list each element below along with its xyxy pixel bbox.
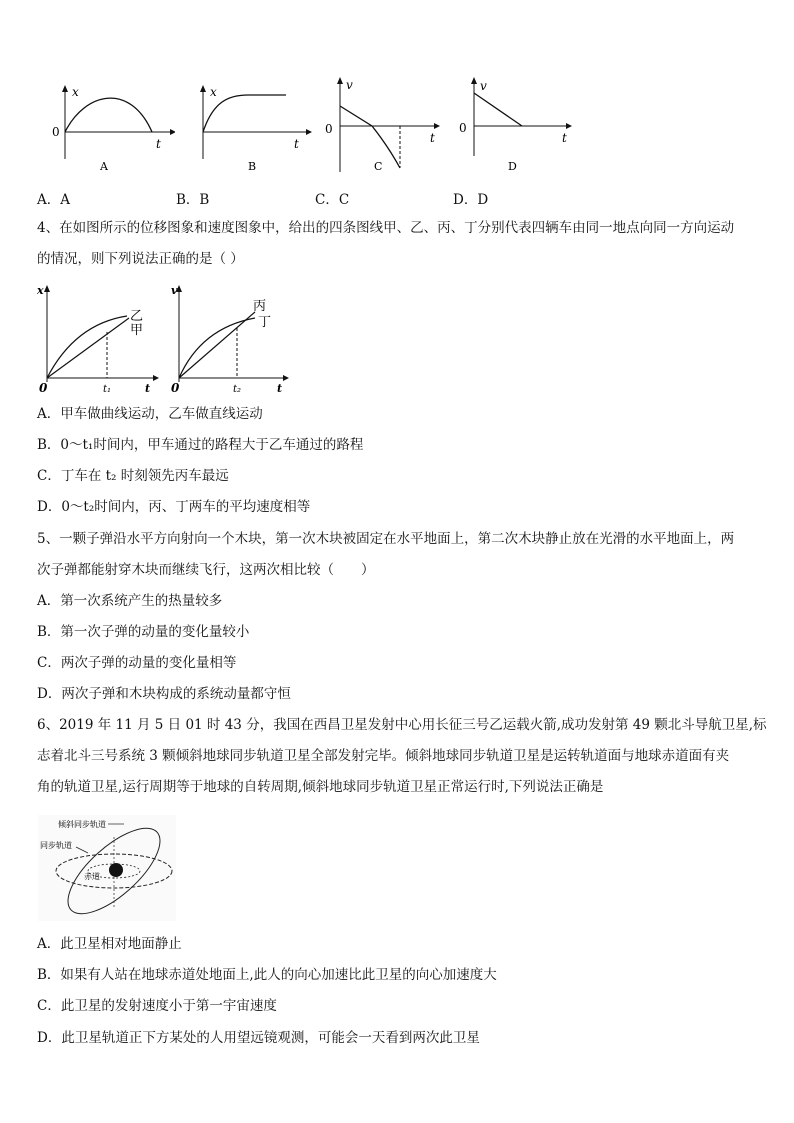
q3-graph-c-origin: 0 (325, 122, 333, 136)
q4-graph1-origin: 0 (39, 381, 48, 394)
q5-stem-line1: 5、一颗子弹沿水平方向射向一个木块，第一次木块被固定在水平地面上，第二次木块静止放在光滑的水平地面上，两 (37, 531, 735, 547)
q3-graph-a (50, 84, 175, 174)
q3-graph-c-yaxis: v (346, 78, 353, 92)
q3-graph-b-yaxis: x (210, 85, 217, 99)
q3-graph-a-label: A (100, 160, 108, 173)
q4-option-a: A．甲车做曲线运动，乙车做直线运动 (37, 406, 263, 422)
q3-graph-a-xaxis: t (156, 137, 161, 151)
q4-graph2-label-ding: 丁 (258, 315, 272, 330)
q6-option-b: B．如果有人站在地球赤道处地面上,此人的向心加速比此卫星的向心加速度大 (37, 967, 497, 983)
q3-graph-d-xaxis: t (562, 131, 567, 145)
q3-option-d: D．D (453, 192, 489, 208)
q4-option-d: D．0～t₂时间内，丙、丁两车的平均速度相等 (37, 499, 311, 515)
q4-option-b: B．0～t₁时间内，甲车通过的路程大于乙车通过的路程 (37, 437, 364, 453)
q3-graph-b-label: B (248, 160, 257, 173)
q6-stem-line1: 6、2019 年 11 月 5 日 01 时 43 分，我国在西昌卫星发射中心用长征三号乙运载火箭,成功发射第 49 颗北斗导航卫星,标 (37, 717, 767, 733)
q3-graph-d-yaxis: v (480, 79, 487, 93)
q4-graph2-origin: 0 (171, 381, 180, 394)
q6-label-equator: 赤道 (84, 872, 100, 881)
q3-option-c: C．C (315, 192, 350, 208)
q3-graph-c-label: C (374, 160, 383, 173)
q6-label-sync-orbit: 同步轨道 (40, 841, 72, 850)
q5-option-d: D．两次子弹和木块构成的系统动量都守恒 (37, 686, 291, 702)
q3-graph-a-origin: 0 (52, 125, 60, 139)
q4-graph2-tick: t₂ (233, 384, 242, 394)
q4-graph2-label-bing: 丙 (253, 299, 267, 314)
q3-graph-d-origin: 0 (459, 121, 467, 135)
q3-graph-d-label: D (508, 160, 517, 173)
q5-option-b: B．第一次子弹的动量的变化量较小 (37, 624, 250, 640)
q3-option-a: A．A (37, 192, 70, 208)
q3-graph-b-xaxis: t (294, 137, 299, 151)
q6-orbit-figure (38, 815, 178, 923)
q3-graph-a-yaxis: x (72, 85, 79, 99)
q5-option-c: C．两次子弹的动量的变化量相等 (37, 655, 237, 671)
q3-graph-b (188, 84, 313, 174)
q4-graph1-tick: t₁ (103, 384, 112, 394)
q4-graph1-label-yi: 乙 (130, 309, 144, 324)
q4-option-c: C．丁车在 t₂ 时刻领先丙车最远 (37, 468, 229, 484)
q6-stem-line2: 志着北斗三号系统 3 颗倾斜地球同步轨道卫星全部发射完毕。倾斜地球同步轨道卫星是运转轨道面与地球赤道面有夹 (37, 748, 730, 764)
q3-graph-c (322, 76, 447, 176)
q4-graph-velocity (167, 282, 292, 394)
q4-graph1-xaxis: t (145, 382, 151, 394)
q3-graph-d (456, 76, 581, 176)
q4-graph-displacement (35, 282, 160, 394)
q3-option-b: B．B (176, 192, 210, 208)
q3-graph-c-xaxis: t (430, 131, 435, 145)
q6-option-a: A．此卫星相对地面静止 (37, 936, 182, 952)
q4-graph1-label-jia: 甲 (130, 323, 144, 338)
q6-label-inclined-orbit: 倾斜同步轨道 (58, 820, 106, 829)
q4-graph2-xaxis: t (277, 382, 283, 394)
q4-stem-line2: 的情况，则下列说法正确的是（ ） (37, 251, 244, 267)
q5-option-a: A．第一次系统产生的热量较多 (37, 593, 223, 609)
q4-graph1-yaxis: x (37, 284, 44, 297)
q6-option-c: C．此卫星的发射速度小于第一宇宙速度 (37, 998, 277, 1014)
q4-graph2-yaxis: v (171, 284, 178, 297)
q4-stem-line1: 4、在如图所示的位移图象和速度图象中，给出的四条图线甲、乙、丙、丁分别代表四辆车由同一地点向同一方向运动 (37, 220, 735, 236)
q5-stem-line2: 次子弹都能射穿木块而继续飞行，这两次相比较（ ） (37, 562, 375, 578)
q6-stem-line3: 角的轨道卫星,运行周期等于地球的自转周期,倾斜地球同步轨道卫星正常运行时,下列说法正确是 (37, 779, 604, 795)
q6-option-d: D．此卫星轨道正下方某处的人用望远镜观测，可能会一天看到两次此卫星 (37, 1030, 480, 1046)
